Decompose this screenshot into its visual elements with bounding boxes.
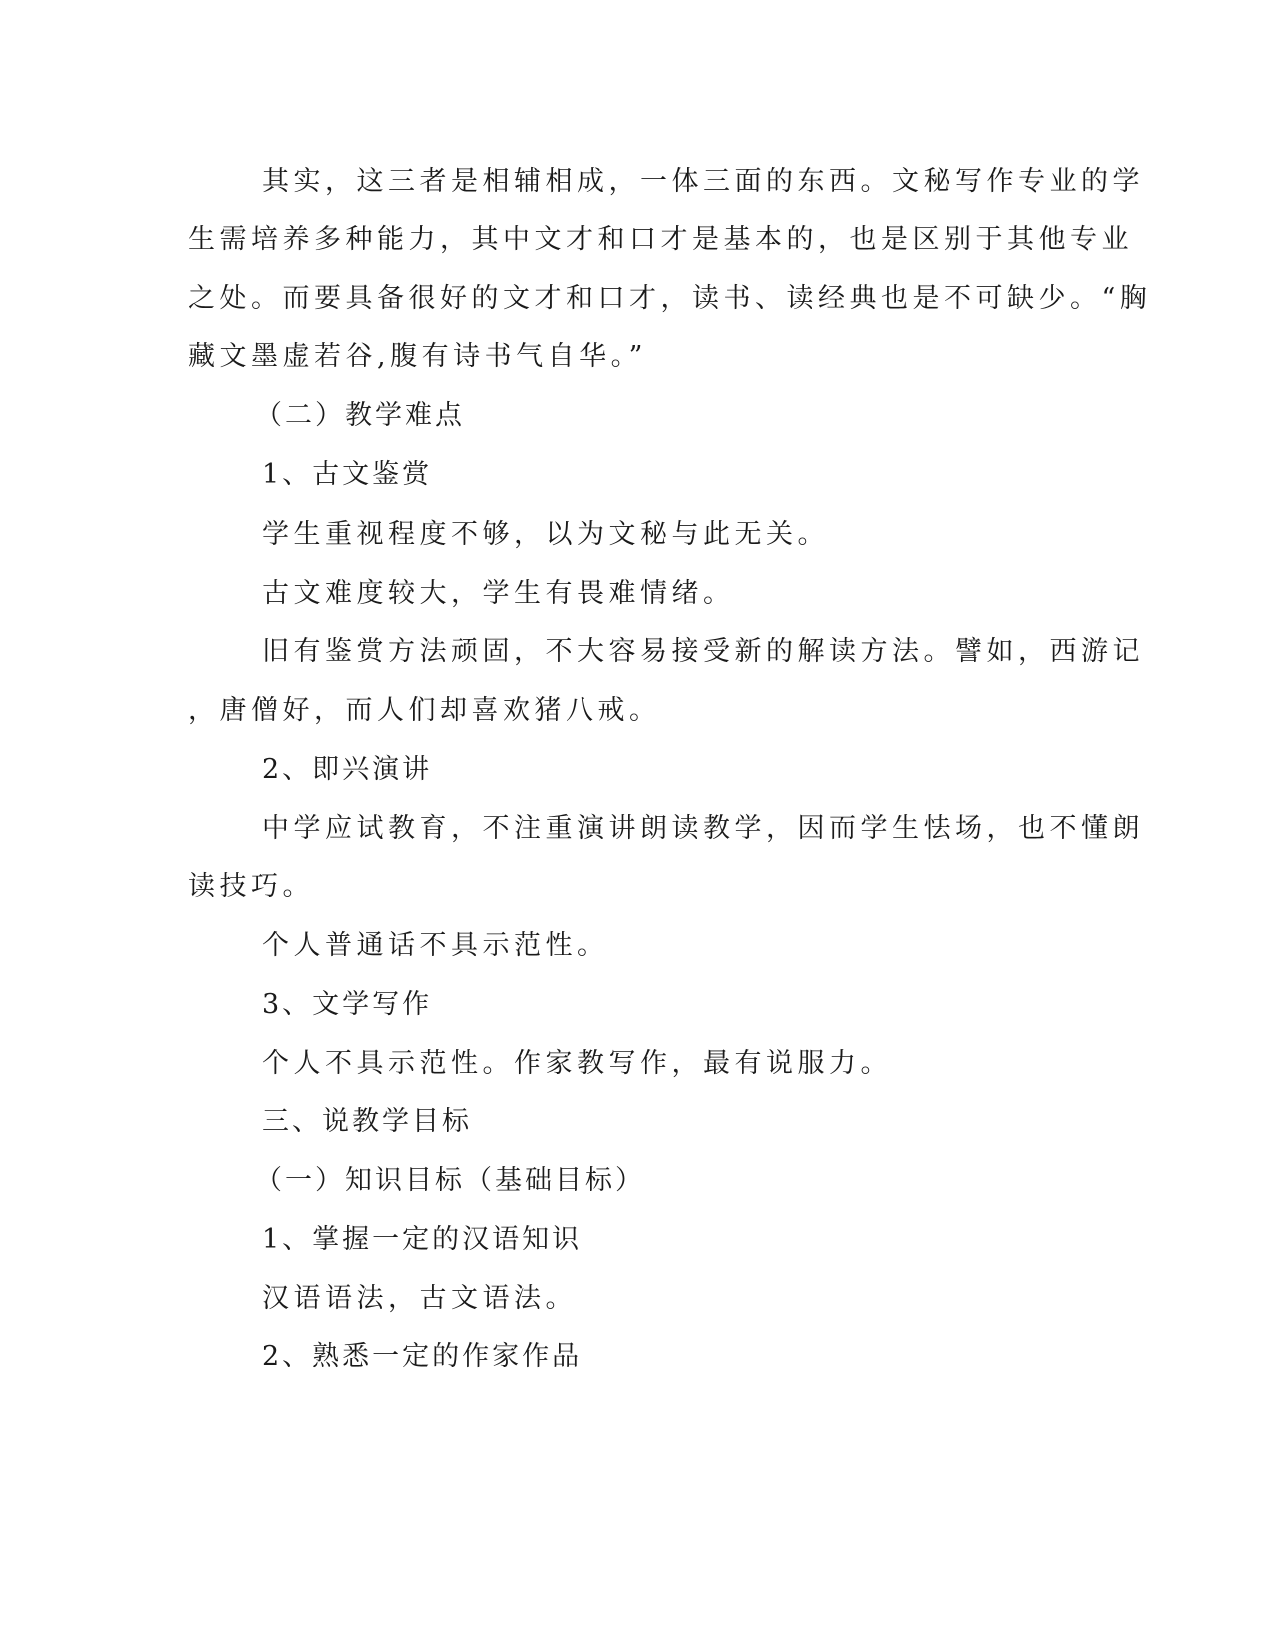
item-point: 读技巧。 bbox=[188, 871, 314, 902]
item-point: 古文难度较大，学生有畏难情绪。 bbox=[262, 578, 735, 609]
item-point: 汉语语法，古文语法。 bbox=[262, 1283, 577, 1314]
item-point: 个人不具示范性。作家教写作，最有说服力。 bbox=[262, 1048, 892, 1079]
item-point: ，唐僧好，而人们却喜欢猪八戒。 bbox=[188, 695, 661, 726]
subsection-heading: （一）知识目标（基础目标） bbox=[255, 1165, 645, 1196]
paragraph-line: 藏文墨虚若谷,腹有诗书气自华。” bbox=[188, 341, 647, 372]
section-heading: 三、说教学目标 bbox=[262, 1106, 472, 1137]
item-point: 中学应试教育，不注重演讲朗读教学，因而学生怯场，也不懂朗 bbox=[262, 813, 1144, 844]
paragraph-line: 其实，这三者是相辅相成，一体三面的东西。文秘写作专业的学 bbox=[262, 166, 1144, 197]
paragraph-line: 生需培养多种能力，其中文才和口才是基本的，也是区别于其他专业 bbox=[188, 224, 1133, 255]
item-point: 旧有鉴赏方法顽固，不大容易接受新的解读方法。譬如，西游记 bbox=[262, 636, 1144, 667]
item-title: 1、掌握一定的汉语知识 bbox=[262, 1224, 583, 1255]
paragraph-line: 之处。而要具备很好的文才和口才，读书、读经典也是不可缺少。“胸 bbox=[188, 283, 1152, 314]
item-title: 1、古文鉴赏 bbox=[262, 459, 433, 490]
item-title: 2、即兴演讲 bbox=[262, 754, 433, 785]
section-heading: （二）教学难点 bbox=[255, 400, 465, 431]
item-title: 3、文学写作 bbox=[262, 989, 433, 1020]
item-point: 学生重视程度不够，以为文秘与此无关。 bbox=[262, 519, 829, 550]
item-point: 个人普通话不具示范性。 bbox=[262, 930, 609, 961]
item-title: 2、熟悉一定的作家作品 bbox=[262, 1341, 583, 1372]
